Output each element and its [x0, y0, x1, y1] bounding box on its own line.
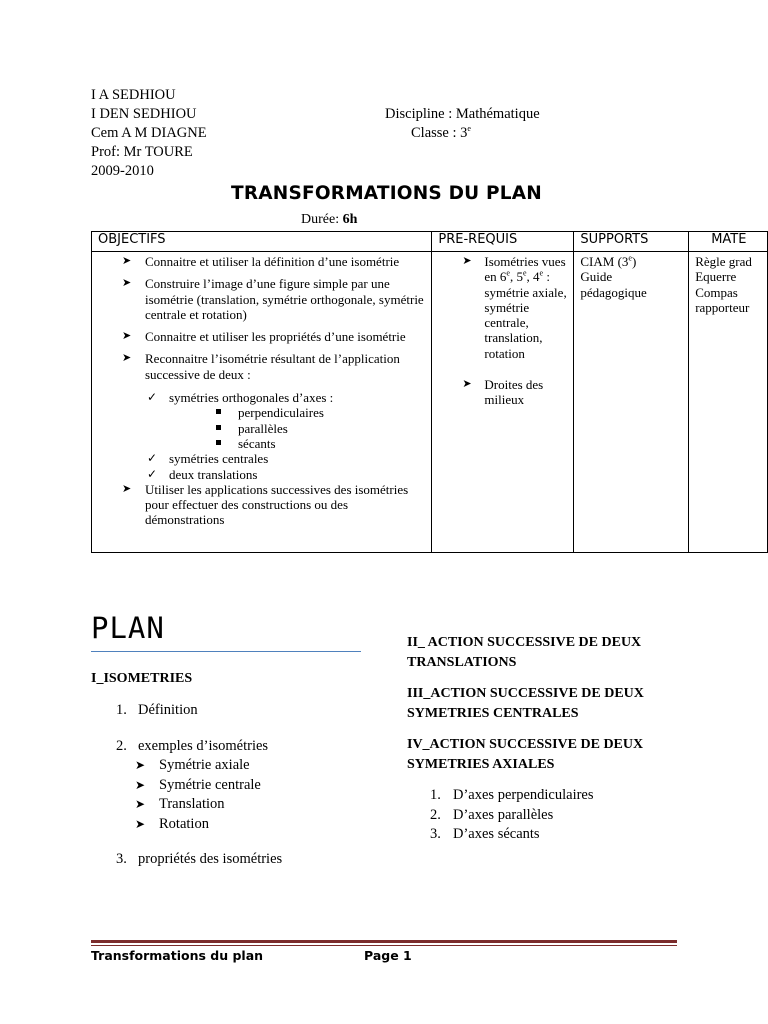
page-number: Page 1: [364, 948, 412, 963]
plan-list: [116, 850, 356, 870]
materiel-item: Equerre: [695, 269, 737, 285]
objectif-text: Utiliser les applications successives des isométries pour effectuer des constructions ou des démonstrations: [145, 481, 409, 528]
objectives-table: [91, 231, 768, 553]
item-text: Définition: [138, 702, 198, 718]
square-bullet-icon: [216, 440, 221, 445]
header-objectifs: OBJECTIFS: [92, 232, 432, 252]
materiel-cell: [689, 252, 768, 553]
prerequis-text: Isométries vues en 6: [484, 254, 566, 285]
check-text: symétries orthogonales d’axes :: [169, 390, 334, 406]
header-line: Cem A M DIAGNE: [91, 125, 207, 141]
list-number: 1.: [116, 702, 127, 718]
plan-list: [116, 701, 356, 756]
header-line: 2009-2010: [91, 163, 154, 179]
footer-title: Transformations du plan: [91, 948, 264, 963]
list-item: [116, 737, 356, 757]
supports-text: ): [631, 254, 637, 269]
arrow-bullet-icon: ➤: [135, 797, 146, 811]
square-bullet-icon: [216, 409, 221, 414]
item-text: D’axes perpendiculaires: [453, 787, 594, 803]
list-item: [91, 756, 361, 776]
list-item: [92, 254, 431, 269]
checkmark-icon: ✓: [147, 451, 158, 466]
list-item: [430, 786, 680, 806]
list-item: [116, 850, 356, 870]
arrow-bullet-icon: ➤: [135, 816, 146, 831]
document-title: TRANSFORMATIONS DU PLAN: [231, 183, 542, 204]
supports-cell: [574, 252, 689, 553]
checkmark-icon: ✓: [147, 466, 158, 481]
check-text: symétries centrales: [169, 451, 269, 467]
item-text: D’axes sécants: [453, 826, 540, 842]
table-header-row: [92, 232, 768, 252]
header-line: Prof: Mr TOURE: [91, 144, 193, 160]
prerequis-cell: [432, 252, 574, 553]
examples-list: [91, 756, 361, 834]
arrow-bullet-icon: ➤: [122, 482, 132, 495]
arrow-bullet-icon: ➤: [462, 378, 472, 391]
materiel-item: rapporteur: [695, 299, 750, 315]
list-item: [91, 795, 361, 815]
list-item: [92, 421, 431, 436]
checkmark-icon: ✓: [147, 390, 158, 405]
arrow-bullet-icon: ➤: [135, 777, 146, 792]
header-prerequis: PRE-REQUIS: [432, 232, 574, 252]
classe-sup: e: [467, 124, 471, 134]
list-number: 3.: [430, 826, 441, 842]
header-materiel: MATE: [689, 232, 768, 252]
list-number: 1.: [430, 787, 441, 803]
item-text: propriétés des isométries: [138, 851, 283, 867]
footer-rule-thin: [91, 945, 677, 946]
example-text: Rotation: [159, 815, 209, 832]
arrow-bullet-icon: ➤: [122, 277, 132, 290]
objectifs-cell: [92, 252, 432, 553]
axes-list: [430, 786, 680, 845]
square-text: parallèles: [238, 420, 288, 436]
list-number: 3.: [116, 851, 127, 867]
list-item: [92, 405, 431, 420]
table-body-row: [92, 252, 768, 553]
prerequis-sup: e: [539, 268, 544, 278]
classe: [411, 124, 471, 143]
prerequis-text: : symétrie axiale, symétrie centrale, translation, rotation: [484, 269, 567, 361]
header-supports: SUPPORTS: [574, 232, 689, 252]
list-item: [92, 276, 431, 322]
prerequis-text: , 5: [509, 269, 523, 285]
list-item: [432, 377, 573, 408]
objectif-text: Reconnaitre l’isométrie résultant de l’application successive de deux :: [145, 351, 400, 382]
list-item: [432, 254, 573, 361]
discipline: Discipline : Mathématique: [385, 106, 540, 122]
prerequis-sup: e: [506, 268, 510, 278]
example-text: Symétrie centrale: [159, 776, 261, 793]
supports-text: CIAM (3: [580, 254, 629, 269]
list-item: [92, 390, 431, 405]
list-item: [92, 482, 431, 528]
square-text: perpendiculaires: [238, 405, 324, 421]
list-item: [430, 806, 680, 826]
item-text: D’axes parallèles: [453, 806, 554, 823]
supports-sup: e: [628, 253, 632, 263]
plan-heading: PLAN: [91, 611, 165, 645]
list-item: [92, 329, 431, 344]
list-item: [92, 467, 431, 482]
duree-label: Durée:: [301, 212, 343, 227]
list-item: [92, 351, 431, 382]
section-title: IV_ACTION SUCCESSIVE DE DEUX SYMETRIES AXIALES: [407, 737, 644, 772]
footer-rule-thick: [91, 940, 677, 943]
prerequis-sup: e: [522, 268, 527, 278]
arrow-bullet-icon: ➤: [135, 758, 146, 772]
materiel-item: Règle grad: [695, 254, 752, 269]
objectif-text: Construire l’image d’une figure simple par une isométrie (translation, symétrie orthogonale, symétrie centrale et rotation): [145, 276, 424, 322]
example-text: Symétrie axiale: [159, 757, 250, 773]
list-item: [430, 825, 680, 845]
header-line: I DEN SEDHIOU: [91, 106, 197, 122]
arrow-bullet-icon: ➤: [462, 255, 472, 267]
section-title: I_ISOMETRIES: [91, 671, 193, 686]
duree: [301, 212, 357, 228]
arrow-bullet-icon: ➤: [122, 352, 132, 365]
example-text: Translation: [159, 796, 225, 812]
list-item: [91, 776, 361, 796]
item-text: exemples d’isométries: [138, 737, 269, 754]
arrow-bullet-icon: ➤: [122, 255, 132, 267]
list-number: 2.: [430, 806, 441, 823]
section-title: II_ ACTION SUCCESSIVE DE DEUX TRANSLATIONS: [407, 635, 642, 670]
supports-text: Guide pédagogique: [580, 269, 647, 300]
arrow-bullet-icon: ➤: [122, 330, 132, 343]
section-title: III_ACTION SUCCESSIVE DE DEUX SYMETRIES CENTRALES: [407, 686, 644, 721]
list-item: [116, 701, 356, 721]
list-item: [92, 436, 431, 451]
square-text: sécants: [238, 435, 276, 451]
materiel-item: Compas: [695, 284, 738, 300]
prerequis-text: Droites des milieux: [484, 377, 544, 408]
classe-text: Classe : 3: [411, 125, 468, 141]
school-header: [91, 86, 207, 181]
list-number: 2.: [116, 737, 127, 754]
list-item: [92, 451, 431, 466]
header-line: I A SEDHIOU: [91, 87, 176, 103]
prerequis-text: , 4: [526, 269, 540, 285]
plan-rule: [91, 651, 361, 652]
duree-value: 6h: [342, 212, 358, 227]
check-text: deux translations: [169, 466, 258, 482]
list-item: [91, 815, 361, 835]
square-bullet-icon: [216, 425, 221, 430]
objectif-text: Connaitre et utiliser les propriétés d’une isométrie: [145, 329, 406, 345]
objectif-text: Connaitre et utiliser la définition d’une isométrie: [145, 254, 400, 269]
